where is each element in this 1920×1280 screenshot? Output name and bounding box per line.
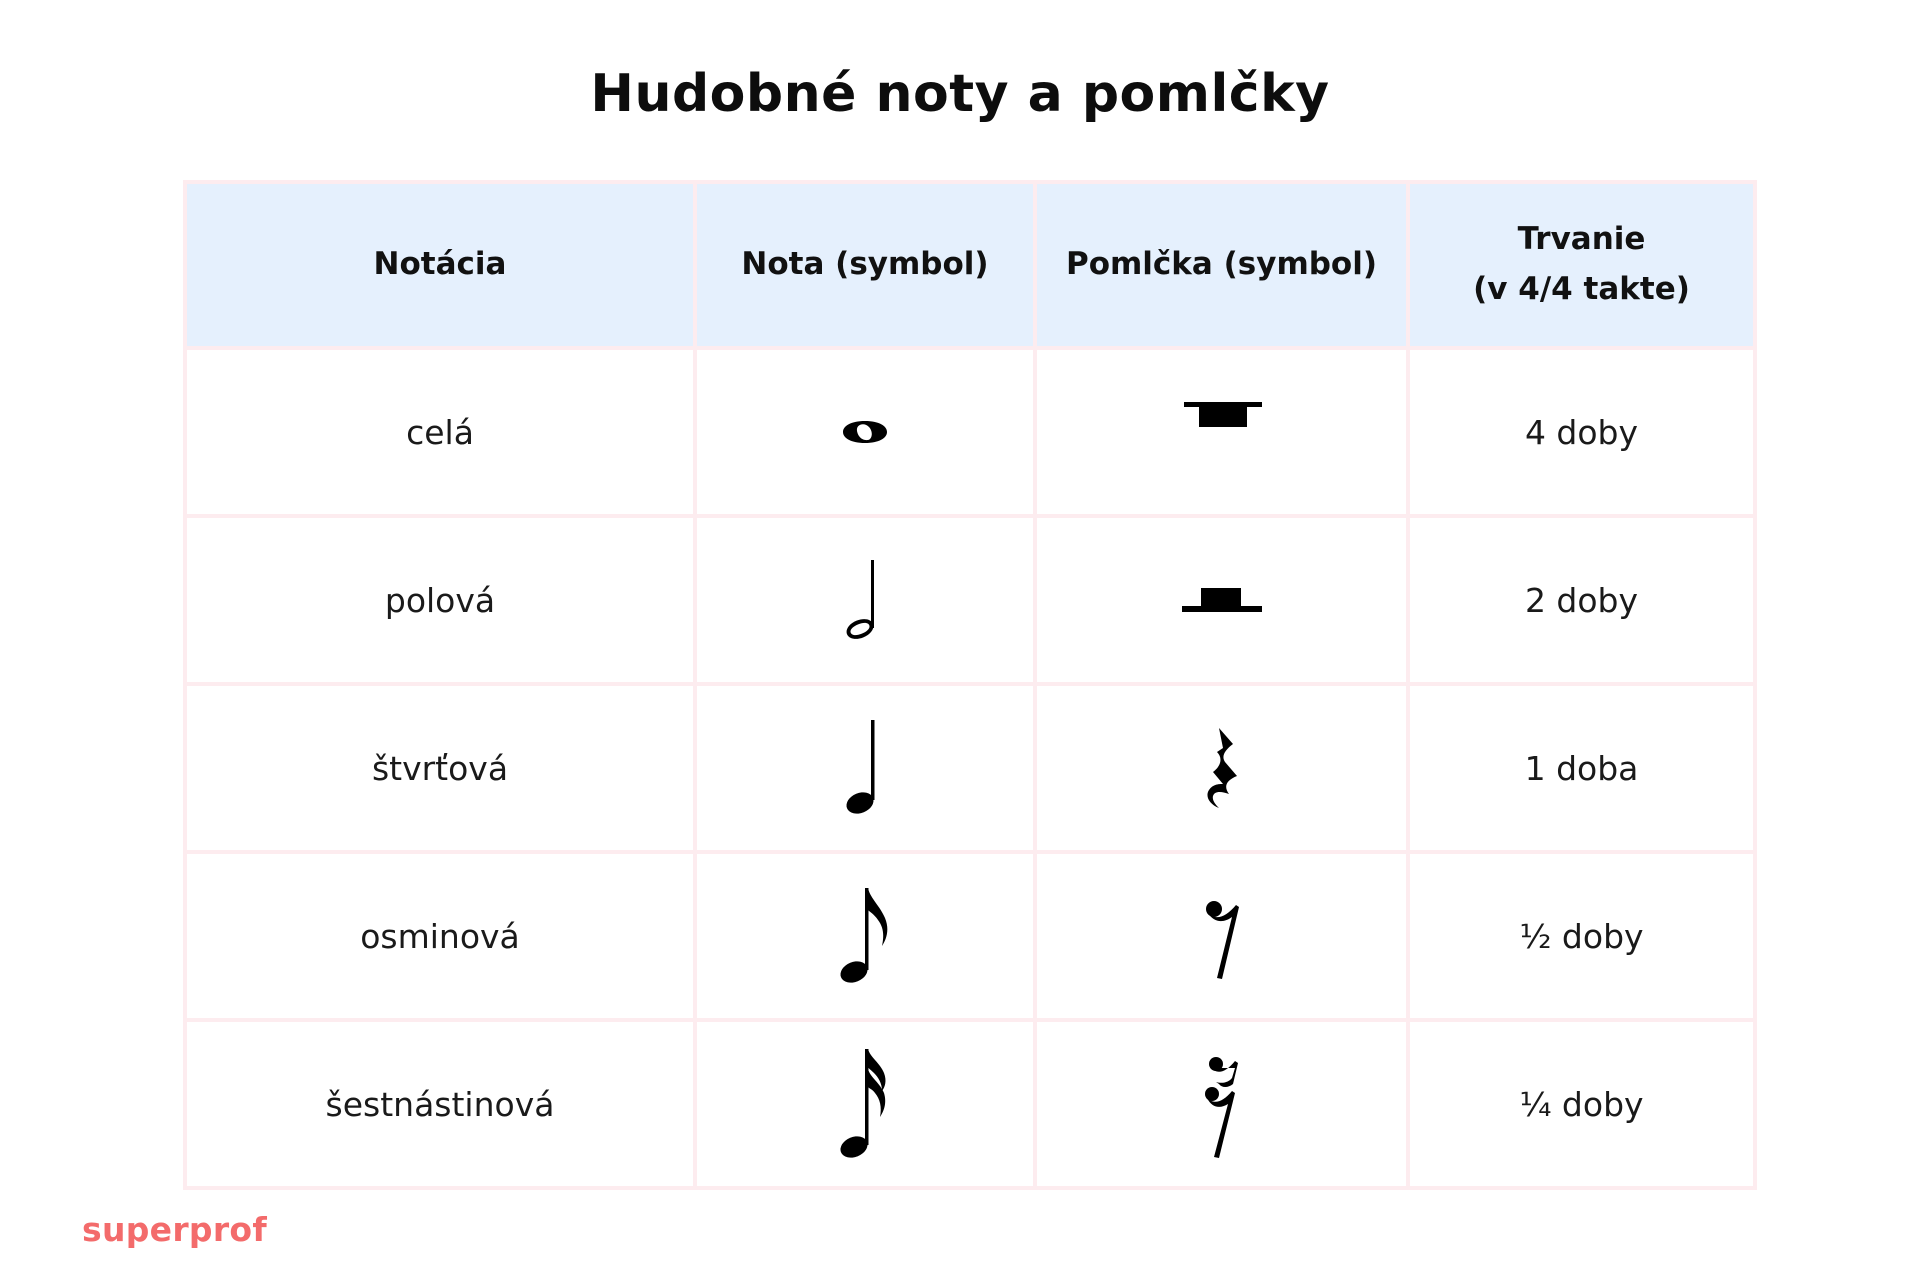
notes-table	[183, 180, 1757, 1190]
duration-cell: 1 doba	[1408, 684, 1755, 852]
duration-cell: 2 doby	[1408, 516, 1755, 684]
notation-cell: šestnástinová	[185, 1020, 695, 1188]
duration-header-line1: Trvanie	[1517, 221, 1646, 258]
quarter-note-icon	[840, 716, 890, 820]
rest-cell	[1035, 684, 1408, 852]
notation-cell: štvrťová	[185, 684, 695, 852]
sixteenth-note-icon	[830, 1045, 900, 1163]
rest-cell	[1035, 852, 1408, 1020]
duration-cell: ¼ doby	[1408, 1020, 1755, 1188]
whole-rest-icon	[1177, 396, 1267, 436]
note-cell	[695, 684, 1035, 852]
table-row	[185, 348, 1755, 516]
table-row	[185, 1020, 1755, 1188]
table-row	[185, 852, 1755, 1020]
sixteenth-rest-icon	[1192, 1048, 1252, 1160]
column-header-note: Nota (symbol)	[695, 182, 1035, 348]
notation-cell: osminová	[185, 852, 695, 1020]
duration-cell: 4 doby	[1408, 348, 1755, 516]
rest-cell	[1035, 1020, 1408, 1188]
duration-cell: ½ doby	[1408, 852, 1755, 1020]
note-cell	[695, 1020, 1035, 1188]
half-note-icon	[840, 555, 890, 645]
note-cell	[695, 852, 1035, 1020]
table-row	[185, 684, 1755, 852]
superprof-logo: superprof	[82, 1210, 268, 1249]
table-header-row	[185, 182, 1755, 348]
notation-cell: polová	[185, 516, 695, 684]
column-header-notation: Notácia	[185, 182, 695, 348]
table-row	[185, 516, 1755, 684]
column-header-duration	[1408, 182, 1755, 348]
notation-cell: celá	[185, 348, 695, 516]
quarter-rest-icon	[1197, 726, 1247, 810]
column-header-rest: Pomlčka (symbol)	[1035, 182, 1408, 348]
note-cell	[695, 348, 1035, 516]
whole-note-icon	[835, 412, 895, 452]
rest-cell	[1035, 516, 1408, 684]
page-title: Hudobné noty a pomlčky	[590, 64, 1330, 124]
note-cell	[695, 516, 1035, 684]
half-rest-icon	[1177, 580, 1267, 620]
eighth-note-icon	[830, 884, 900, 988]
eighth-rest-icon	[1192, 891, 1252, 981]
duration-header-line2: (v 4/4 takte)	[1473, 271, 1690, 307]
rest-cell	[1035, 348, 1408, 516]
